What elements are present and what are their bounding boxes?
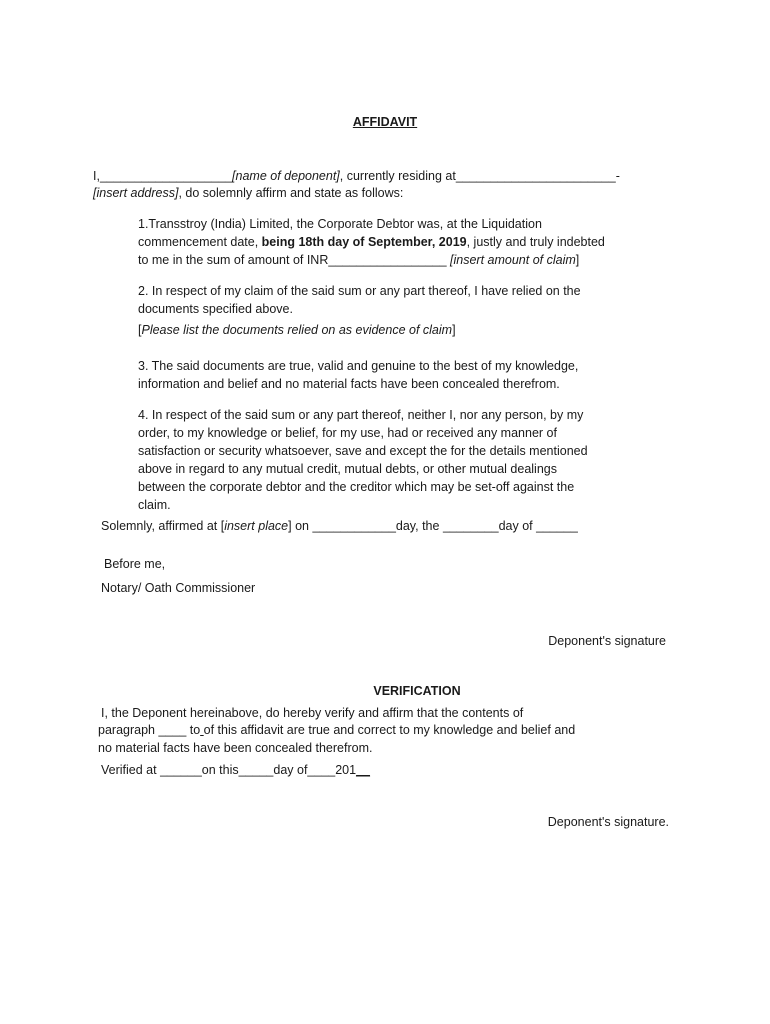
verification-title: VERIFICATION xyxy=(373,684,461,698)
para4-line-4: above in regard to any mutual credit, mutual debts, or other mutual dealings xyxy=(138,462,557,476)
para1-indebted: , justly and truly indebted xyxy=(466,235,605,249)
verification-contents: of this affidavit are true and correct to my knowledge and belief and xyxy=(203,723,576,737)
affidavit-title-text: AFFIDAVIT xyxy=(352,115,418,129)
solemn-c: ] on xyxy=(288,519,313,533)
insert-place: insert place xyxy=(224,519,289,533)
para1-line-3 xyxy=(138,252,579,270)
para3-line-2: information and belief and no material facts have been concealed therefrom. xyxy=(138,377,560,391)
intro-line-1 xyxy=(93,168,620,186)
para2-close-bracket: ] xyxy=(452,323,456,337)
solemn-e: day, the xyxy=(395,519,443,533)
para1-amount: to me in the sum of amount of INR_________________ xyxy=(138,253,451,267)
para1-bracket: ] xyxy=(575,253,580,267)
solemnly-affirmed-line xyxy=(101,518,578,536)
solemn-on-blank: ____________ xyxy=(312,519,396,533)
para1-date: being 18th day of September, 2019 xyxy=(258,235,467,249)
insert-address: [insert address] xyxy=(93,186,179,200)
affidavit-title xyxy=(0,114,770,132)
verification-line-2 xyxy=(98,722,575,740)
intro-affirm: , do solemnly affirm and state as follows: xyxy=(178,186,404,200)
verification-line-1: I, the Deponent hereinabove, do hereby verify and affirm that the contents of xyxy=(101,706,524,720)
verified-year-blank: __ xyxy=(356,763,370,777)
intro-i-blank: I,___________________ xyxy=(93,169,233,183)
verified-at-text: Verified at ______on this_____day of____201 xyxy=(101,763,357,777)
notary-oath-commissioner: Notary/ Oath Commissioner xyxy=(101,581,256,595)
para2-line-3 xyxy=(138,322,456,340)
before-me: Before me, xyxy=(104,557,166,571)
list-documents-instruction: Please list the documents relied on as evidence of claim xyxy=(141,323,453,337)
para4-line-3: satisfaction or security whatsoever, save and except the for the details mentioned xyxy=(138,444,588,458)
verification-paragraph-blank: paragraph ____ to xyxy=(98,723,201,737)
insert-amount-of-claim: [insert amount of claim xyxy=(450,253,576,267)
intro-line-2 xyxy=(93,185,403,203)
solemn-a: Solemnly, affirmed at [ xyxy=(101,519,225,533)
solemn-g: day of ______ xyxy=(498,519,578,533)
para1-line-2 xyxy=(138,234,605,252)
name-of-deponent: [name of deponent] xyxy=(232,169,340,183)
deponent-signature-1: Deponent's signature xyxy=(548,634,666,648)
para2-open-bracket: [ xyxy=(138,323,142,337)
para2-line-2: documents specified above. xyxy=(138,302,293,316)
para2-line-1: 2. In respect of my claim of the said sum or any part thereof, I have relied on the xyxy=(138,284,581,298)
deponent-signature-2: Deponent's signature. xyxy=(547,815,669,829)
verified-at-line xyxy=(101,762,370,780)
para4-line-1: 4. In respect of the said sum or any part thereof, neither I, nor any person, by my xyxy=(138,408,584,422)
para4-line-6: claim. xyxy=(138,498,171,512)
para4-line-5: between the corporate debtor and the creditor which may be set-off against the xyxy=(138,480,575,494)
para1-commencement: commencement date, xyxy=(138,235,259,249)
para3-line-1: 3. The said documents are true, valid and genuine to the best of my knowledge, xyxy=(138,359,579,373)
intro-residing: , currently residing at xyxy=(339,169,456,183)
solemn-day-blank: ________ xyxy=(442,519,499,533)
intro-address-blank: _______________________- xyxy=(455,169,620,183)
verification-line-3: no material facts have been concealed therefrom. xyxy=(98,741,373,755)
para1-line-1: 1.Transstroy (India) Limited, the Corporate Debtor was, at the Liquidation xyxy=(138,217,542,231)
para4-line-2: order, to my knowledge or belief, for my use, had or received any manner of xyxy=(138,426,557,440)
